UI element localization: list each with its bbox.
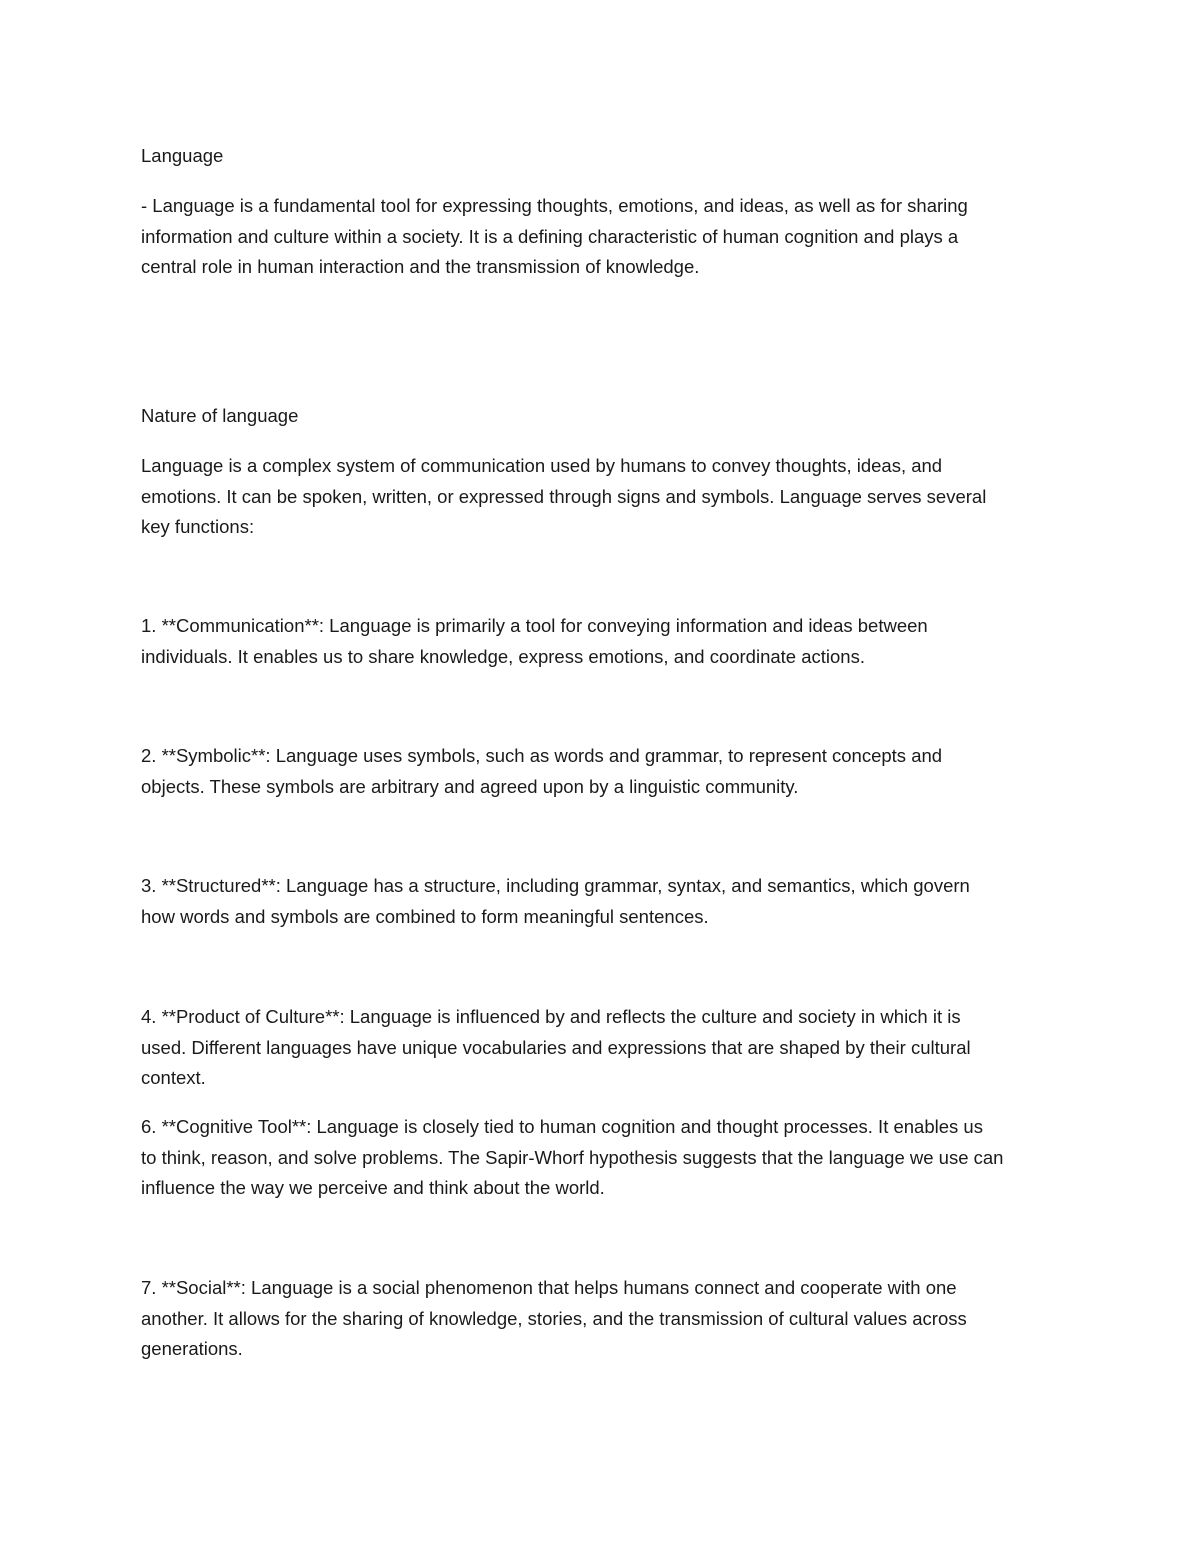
document-title: [141, 141, 1061, 172]
item-line: 3. **Structured**: Language has a structure, including grammar, syntax, and semantics, which govern: [141, 875, 970, 896]
item-line: individuals. It enables us to share knowledge, express emotions, and coordinate actions.: [141, 645, 865, 667]
item-line: generations.: [141, 1338, 243, 1359]
intro-line: - Language is a fundamental tool for expressing thoughts, emotions, and ideas, as well as for sharing: [141, 195, 968, 216]
item-line: 6. **Cognitive Tool**: Language is closely tied to human cognition and thought processes. It enables us: [141, 1116, 983, 1137]
item-line: 2. **Symbolic**: Language uses symbols, such as words and grammar, to represent concepts and: [141, 745, 943, 766]
list-item-symbolic: [141, 741, 1061, 802]
list-item-communication: [141, 611, 1061, 672]
list-item-social: [141, 1273, 1061, 1365]
item-line: influence the way we perceive and think about the world.: [141, 1177, 605, 1198]
intro-line: central role in human interaction and the transmission of knowledge.: [141, 256, 700, 277]
title-line: Language: [141, 145, 224, 166]
heading-line: Nature of language: [141, 405, 299, 426]
intro-paragraph: [141, 191, 1061, 283]
nature-line: emotions. It can be spoken, written, or expressed through signs and symbols. Language serves several: [141, 485, 987, 507]
item-line: objects. These symbols are arbitrary and agreed upon by a linguistic community.: [141, 775, 799, 797]
nature-heading: [141, 401, 1061, 432]
item-line: used. Different languages have unique vocabularies and expressions that are shaped by their cultural: [141, 1036, 971, 1058]
list-item-cognitive-tool: [141, 1112, 1061, 1204]
item-line: 1. **Communication**: Language is primarily a tool for conveying information and ideas between: [141, 615, 928, 636]
item-line: another. It allows for the sharing of knowledge, stories, and the transmission of cultural values across: [141, 1307, 967, 1329]
list-item-structured: [141, 871, 1061, 932]
item-line: to think, reason, and solve problems. The Sapir-Whorf hypothesis suggests that the language we use can: [141, 1146, 1004, 1168]
item-line: how words and symbols are combined to form meaningful sentences.: [141, 905, 709, 927]
list-item-product-of-culture: [141, 1002, 1061, 1094]
nature-line: key functions:: [141, 516, 255, 537]
nature-line: Language is a complex system of communication used by humans to convey thoughts, ideas, and: [141, 455, 943, 476]
intro-line: information and culture within a society. It is a defining characteristic of human cognition and plays a: [141, 225, 959, 247]
nature-paragraph: [141, 451, 1061, 543]
item-line: 4. **Product of Culture**: Language is influenced by and reflects the culture and society in which it is: [141, 1006, 961, 1027]
item-line: context.: [141, 1067, 206, 1088]
item-line: 7. **Social**: Language is a social phenomenon that helps humans connect and cooperate with one: [141, 1277, 957, 1298]
